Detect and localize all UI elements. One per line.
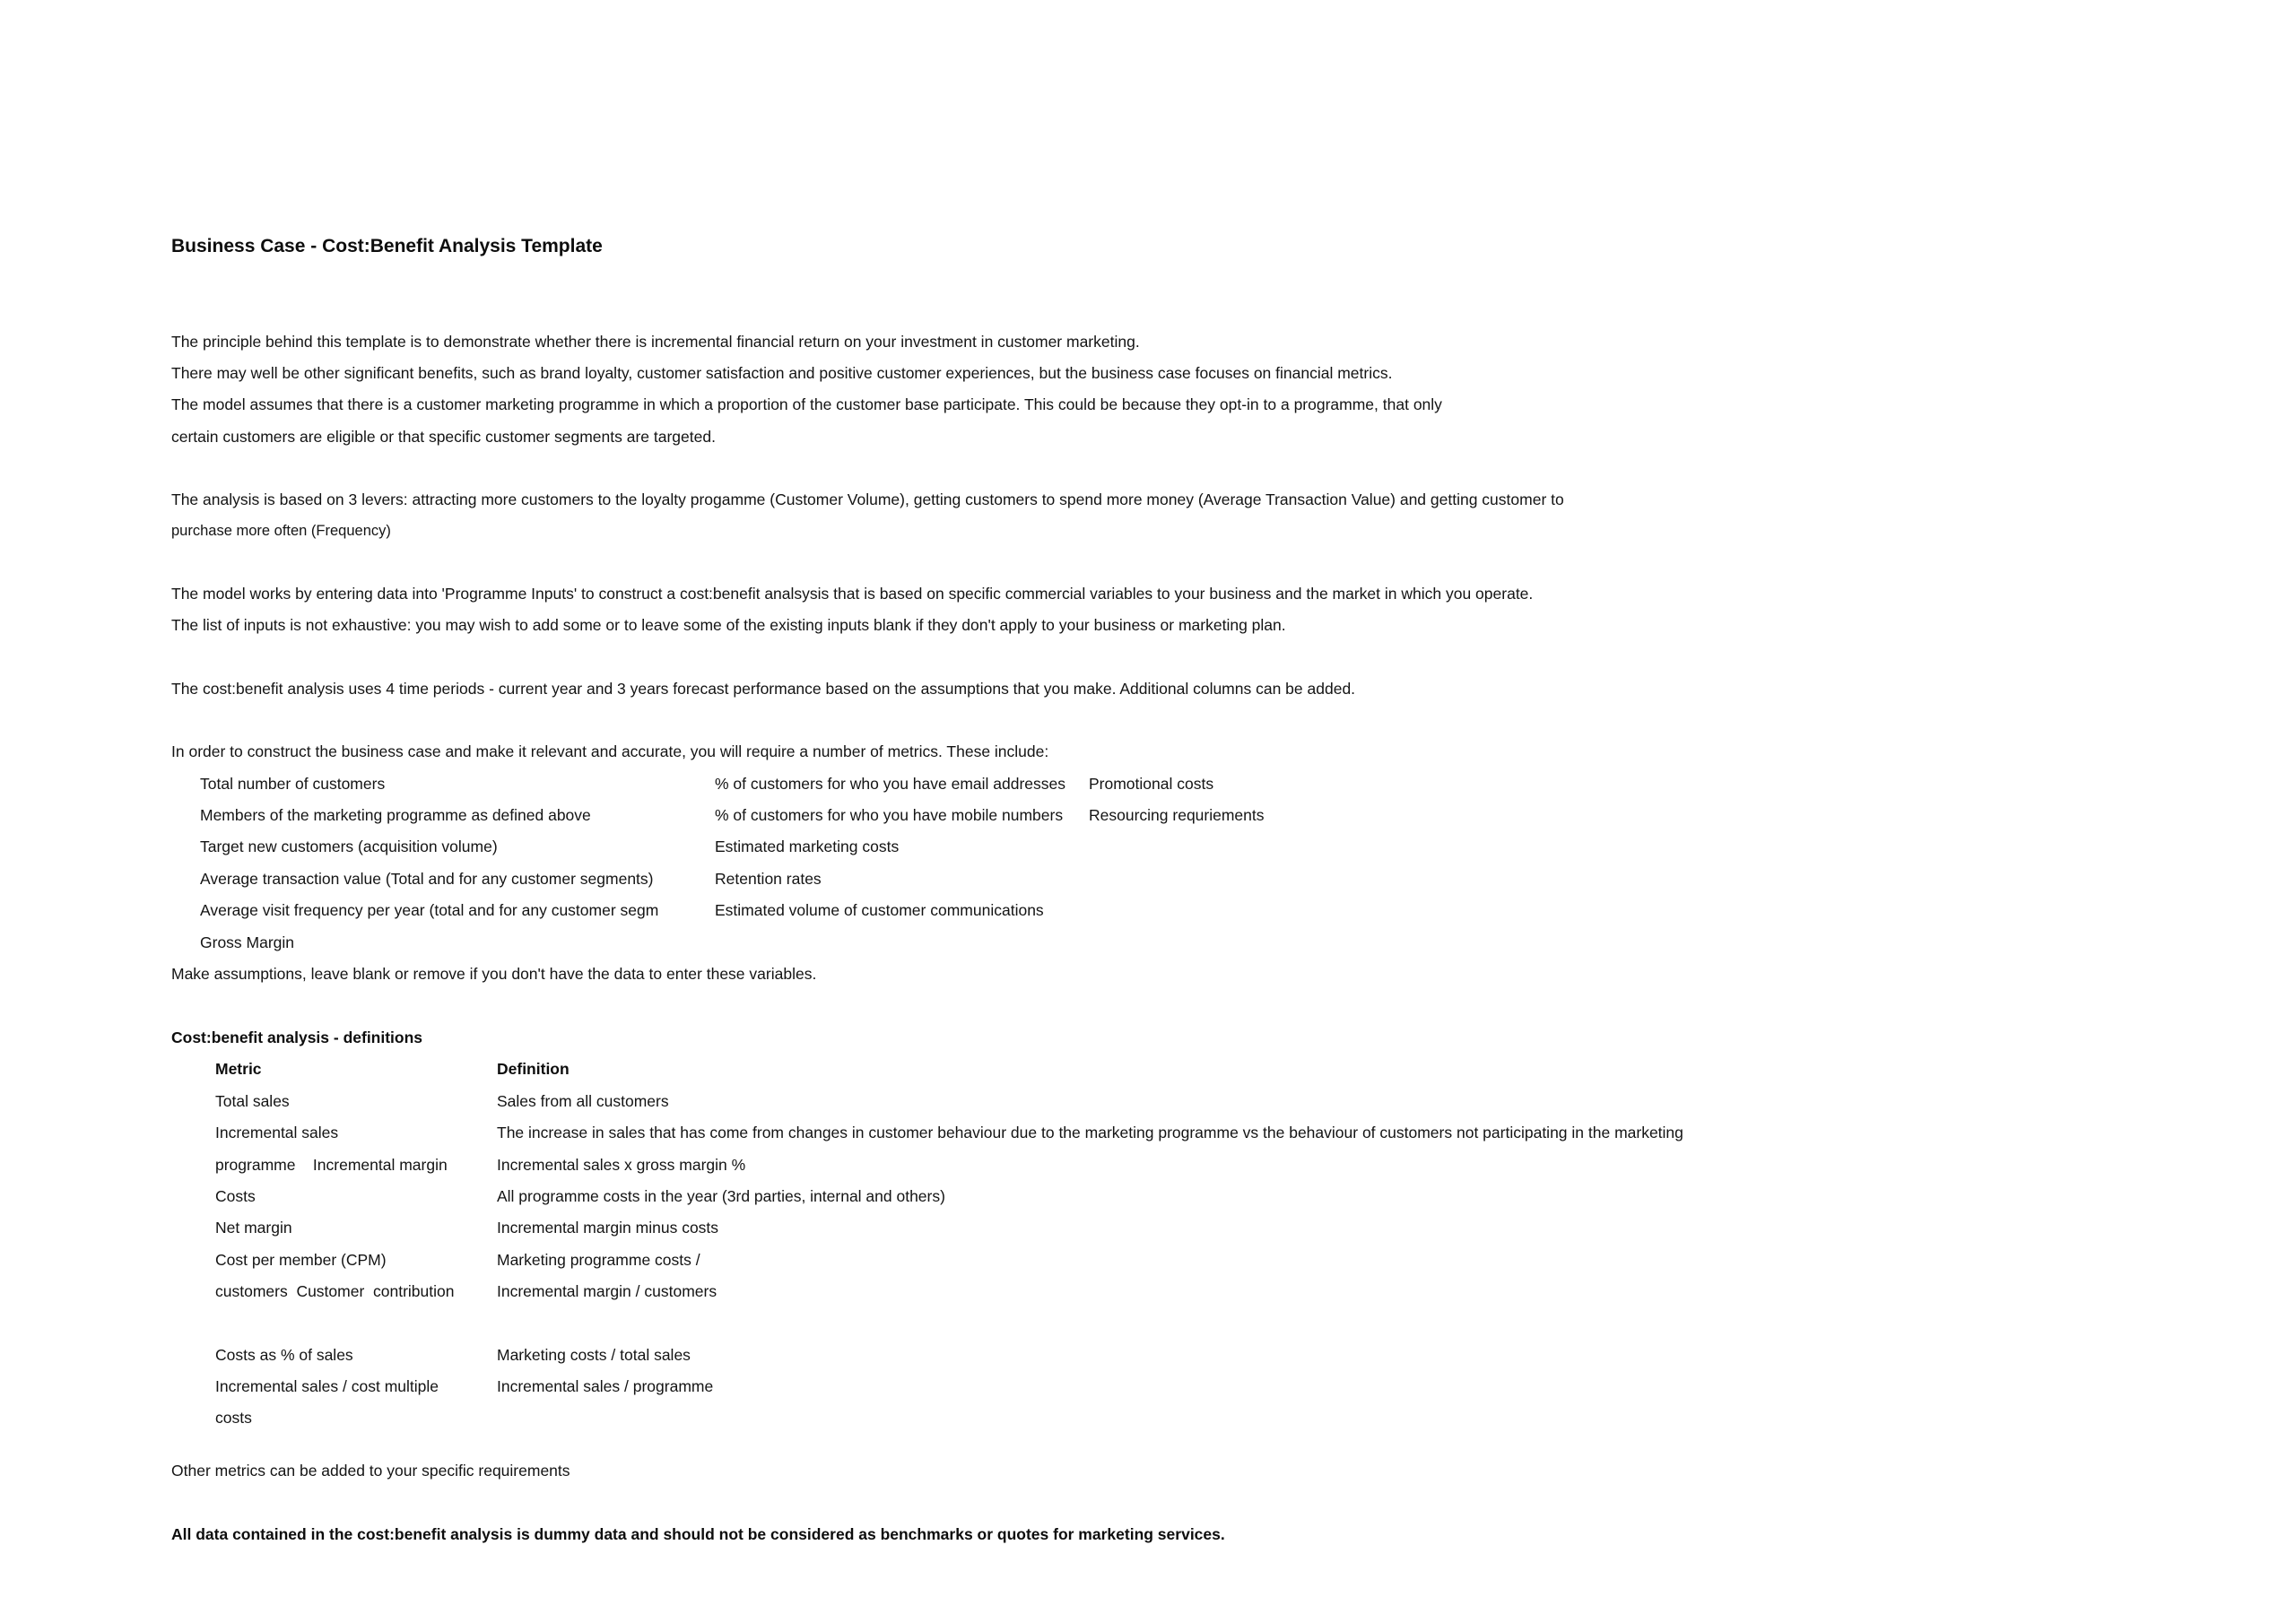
assumptions-note: Make assumptions, leave blank or remove if you don't have the data to enter these variables. — [171, 965, 817, 983]
definition-text: Marketing costs / total sales — [497, 1346, 691, 1364]
metric-item: Gross Margin — [200, 933, 295, 951]
metric-item: Average visit frequency per year (total and for any customer segm — [200, 901, 659, 919]
metric-item: % of customers for who you have email addresses — [715, 775, 1066, 793]
model-line-2: The list of inputs is not exhaustive: you may wish to add some or to leave some of the existing inputs blank if they don't apply to your business or marketing plan. — [171, 616, 1286, 634]
definition-metric: Total sales — [215, 1092, 290, 1110]
metric-item: Average transaction value (Total and for any customer segments) — [200, 870, 654, 888]
definition-metric: Cost per member (CPM) — [215, 1251, 387, 1269]
definition-text: All programme costs in the year (3rd parties, internal and others) — [497, 1187, 945, 1205]
definition-text: Sales from all customers — [497, 1092, 669, 1110]
definition-metric: Costs — [215, 1187, 256, 1205]
levers-line-1: The analysis is based on 3 levers: attracting more customers to the loyalty progamme (Customer Volume), getting customers to spend more money (Average Transaction Value) and getting customer to — [171, 490, 1564, 508]
metric-item: Retention rates — [715, 870, 822, 888]
definition-text: The increase in sales that has come from changes in customer behaviour due to the marketing programme vs the behaviour of customers not participating in the marketing — [497, 1124, 1683, 1141]
metric-item: Estimated volume of customer communications — [715, 901, 1044, 919]
intro-line-1: The principle behind this template is to demonstrate whether there is incremental financial return on your investment in customer marketing. — [171, 333, 1140, 351]
metric-item: Estimated marketing costs — [715, 838, 900, 855]
definition-text: Incremental sales / programme — [497, 1377, 714, 1395]
other-metrics-note: Other metrics can be added to your specific requirements — [171, 1462, 570, 1480]
definition-text: Incremental sales x gross margin % — [497, 1156, 746, 1174]
definitions-column-definition: Definition — [497, 1060, 570, 1078]
metric-item: Resourcing requriements — [1089, 806, 1265, 824]
definition-metric: customers Customer contribution — [215, 1282, 455, 1300]
levers-line-2: purchase more often (Frequency) — [171, 523, 391, 539]
intro-line-4: certain customers are eligible or that specific customer segments are targeted. — [171, 428, 716, 446]
periods-line: The cost:benefit analysis uses 4 time periods - current year and 3 years forecast performance based on the assumptions that you make. Additional columns can be added. — [171, 680, 1356, 698]
definitions-column-metric: Metric — [215, 1060, 262, 1078]
definition-metric: programme Incremental margin — [215, 1156, 448, 1174]
metric-item: Promotional costs — [1089, 775, 1214, 793]
disclaimer: All data contained in the cost:benefit analysis is dummy data and should not be considered as benchmarks or quotes for marketing services. — [171, 1525, 1225, 1543]
intro-line-2: There may well be other significant benefits, such as brand loyalty, customer satisfaction and positive customer experiences, but the business case focuses on financial metrics. — [171, 364, 1393, 382]
metric-item: Members of the marketing programme as defined above — [200, 806, 591, 824]
document-title: Business Case - Cost:Benefit Analysis Template — [171, 236, 603, 256]
metric-item: % of customers for who you have mobile numbers — [715, 806, 1064, 824]
definition-metric: costs — [215, 1409, 252, 1427]
definition-text: Incremental margin minus costs — [497, 1219, 719, 1237]
definition-metric: Costs as % of sales — [215, 1346, 353, 1364]
definition-text: Marketing programme costs / — [497, 1251, 700, 1269]
definition-metric: Incremental sales / cost multiple — [215, 1377, 439, 1395]
definitions-heading: Cost:benefit analysis - definitions — [171, 1028, 423, 1046]
metric-item: Total number of customers — [200, 775, 386, 793]
definition-text: Incremental margin / customers — [497, 1282, 718, 1300]
definition-metric: Net margin — [215, 1219, 292, 1237]
metrics-intro: In order to construct the business case and make it relevant and accurate, you will require a number of metrics. These include: — [171, 742, 1049, 760]
model-line-1: The model works by entering data into 'Programme Inputs' to construct a cost:benefit analsysis that is based on specific commercial variables to your business and the market in which you operate. — [171, 585, 1534, 603]
metric-item: Target new customers (acquisition volume) — [200, 838, 498, 855]
definition-metric: Incremental sales — [215, 1124, 339, 1141]
intro-line-3: The model assumes that there is a customer marketing programme in which a proportion of the customer base participate. This could be because they opt-in to a programme, that only — [171, 395, 1442, 413]
